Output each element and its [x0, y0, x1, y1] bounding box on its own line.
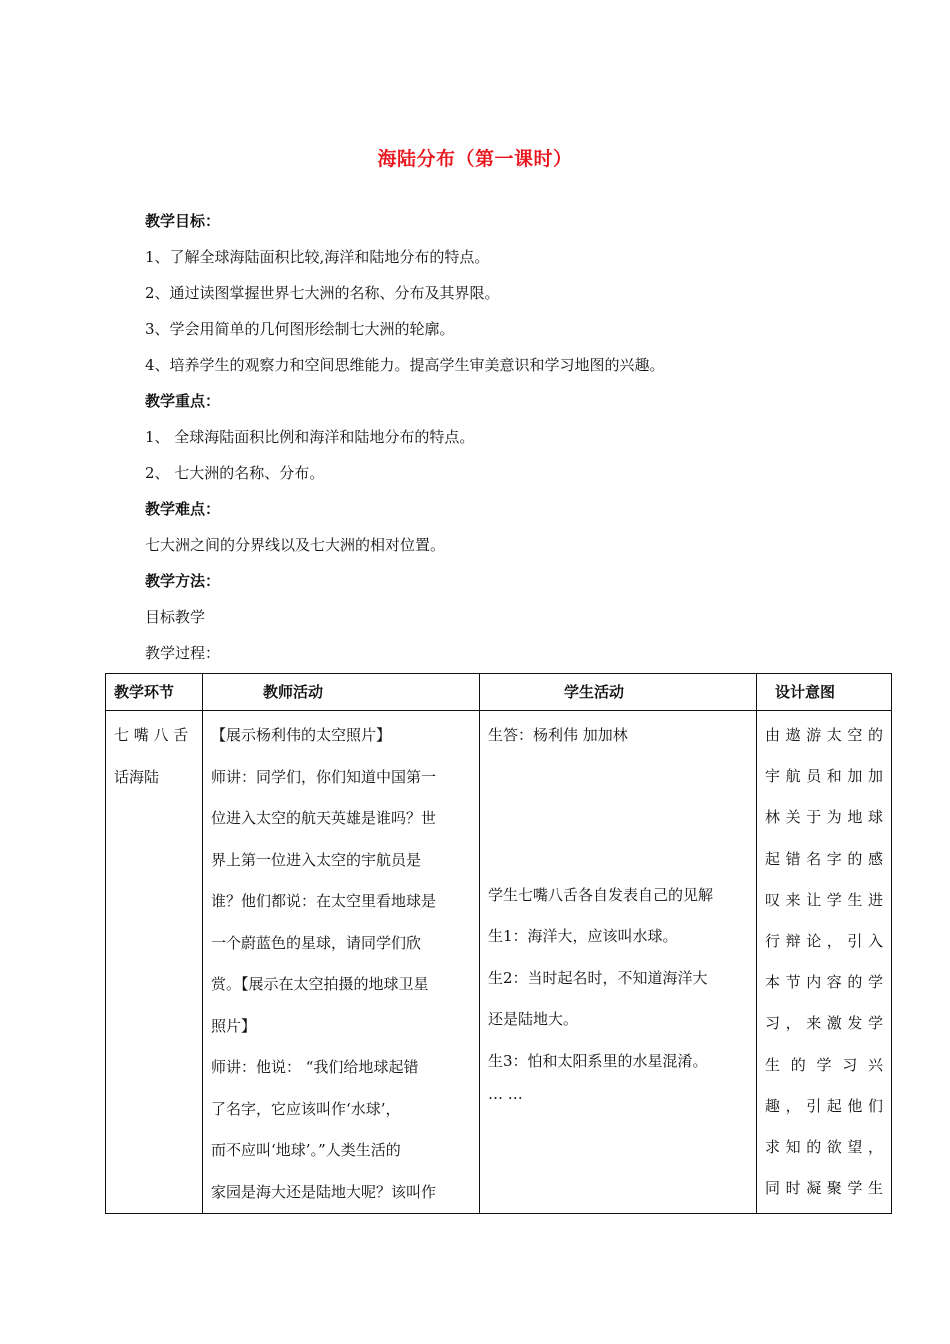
objective-item: 4、培养学生的观察力和空间思维能力。提高学生审美意识和学习地图的兴趣。 [145, 356, 665, 374]
document-title: 海陆分布（第一课时） [377, 148, 573, 170]
intent-line: 生 的 学 习 兴 [765, 1055, 883, 1074]
stage-line: 话海陆 [114, 767, 160, 786]
teacher-line: 赏。【展示在太空拍摄的地球卫星 [211, 975, 429, 993]
table-header-row [106, 674, 892, 711]
student-line: 生2：当时起名时，不知道海洋大 [488, 968, 708, 987]
stage-cell [106, 711, 203, 1214]
key-points-heading: 教学重点： [145, 392, 221, 410]
teacher-line: 家园是海大还是陆地大呢？该叫作 [211, 1182, 437, 1201]
teacher-line: 照片】 [211, 1016, 257, 1035]
intent-line: 行辩论，引入 [765, 932, 883, 951]
teacher-line: 一个蔚蓝色的星球，请同学们欣 [211, 933, 422, 952]
teacher-line: 而不应叫‘地球’。”人类生活的 [211, 1141, 401, 1159]
key-point-item: 2、 七大洲的名称、分布。 [145, 464, 325, 482]
teacher-cell [203, 711, 480, 1214]
difficulties-text: 七大洲之间的分界线以及七大洲的相对位置。 [145, 536, 446, 554]
teacher-line: 位进入太空的航天英雄是谁吗？世 [211, 809, 437, 827]
student-line: 生3：怕和太阳系里的水星混淆。 [488, 1051, 708, 1070]
student-line: 学生七嘴八舌各自发表自己的见解 [488, 885, 714, 904]
intent-line: 由遨游太空的 [765, 726, 883, 744]
header-stage: 教学环节 [106, 674, 203, 711]
student-line: 还是陆地大。 [488, 1010, 579, 1028]
methods-text: 目标教学 [145, 608, 206, 626]
teacher-line: 师讲：他说： “我们给地球起错 [211, 1058, 419, 1076]
student-line: 生1：海洋大，应该叫水球。 [488, 927, 678, 945]
teacher-line: 谁？他们都说：在太空里看地球是 [211, 892, 437, 910]
teacher-line: 界上第一位进入太空的宇航员是 [211, 850, 422, 869]
intent-cell [757, 711, 892, 1214]
lesson-process-table [105, 673, 892, 1214]
intent-line: 习，来激发学 [765, 1014, 883, 1033]
stage-line: 七 嘴 八 舌 [114, 726, 189, 744]
process-label: 教学过程： [145, 644, 221, 662]
teacher-line: 了名字，它应该叫作‘水球’， [211, 1099, 401, 1118]
intent-line: 宇航员和加加 [765, 767, 883, 786]
intent-line: 叹来让学生进 [765, 890, 883, 909]
intent-line: 本节内容的学 [765, 973, 883, 992]
intent-line: 林关于为地球 [765, 808, 883, 827]
teacher-line: 师讲：同学们，你们知道中国第一 [211, 767, 437, 786]
difficulties-heading: 教学难点： [145, 500, 221, 518]
student-cell [480, 711, 757, 1214]
objectives-heading: 教学目标： [145, 212, 221, 230]
header-student: 学生活动 [480, 674, 757, 711]
objective-item: 3、学会用简单的几何图形绘制七大洲的轮廓。 [145, 320, 455, 338]
methods-heading: 教学方法： [145, 572, 221, 590]
student-line: … … [488, 1085, 523, 1103]
table-row [106, 711, 892, 1214]
intent-line: 趣，引起他们 [765, 1096, 883, 1115]
header-intent: 设计意图 [757, 674, 892, 711]
header-teacher: 教师活动 [203, 674, 480, 711]
intent-line: 求知的欲望， [765, 1138, 883, 1157]
intent-line: 起错名字的感 [765, 849, 883, 868]
key-point-item: 1、 全球海陆面积比例和海洋和陆地分布的特点。 [145, 428, 475, 446]
intent-line: 同时凝聚学生 [765, 1179, 883, 1198]
teacher-line: 【展示杨利伟的太空照片】 [211, 726, 392, 744]
objective-item: 2、通过读图掌握世界七大洲的名称、分布及其界限。 [145, 284, 500, 302]
student-answer: 生答：杨利伟 加加林 [488, 726, 628, 744]
objective-item: 1、了解全球海陆面积比较,海洋和陆地分布的特点。 [145, 248, 490, 266]
